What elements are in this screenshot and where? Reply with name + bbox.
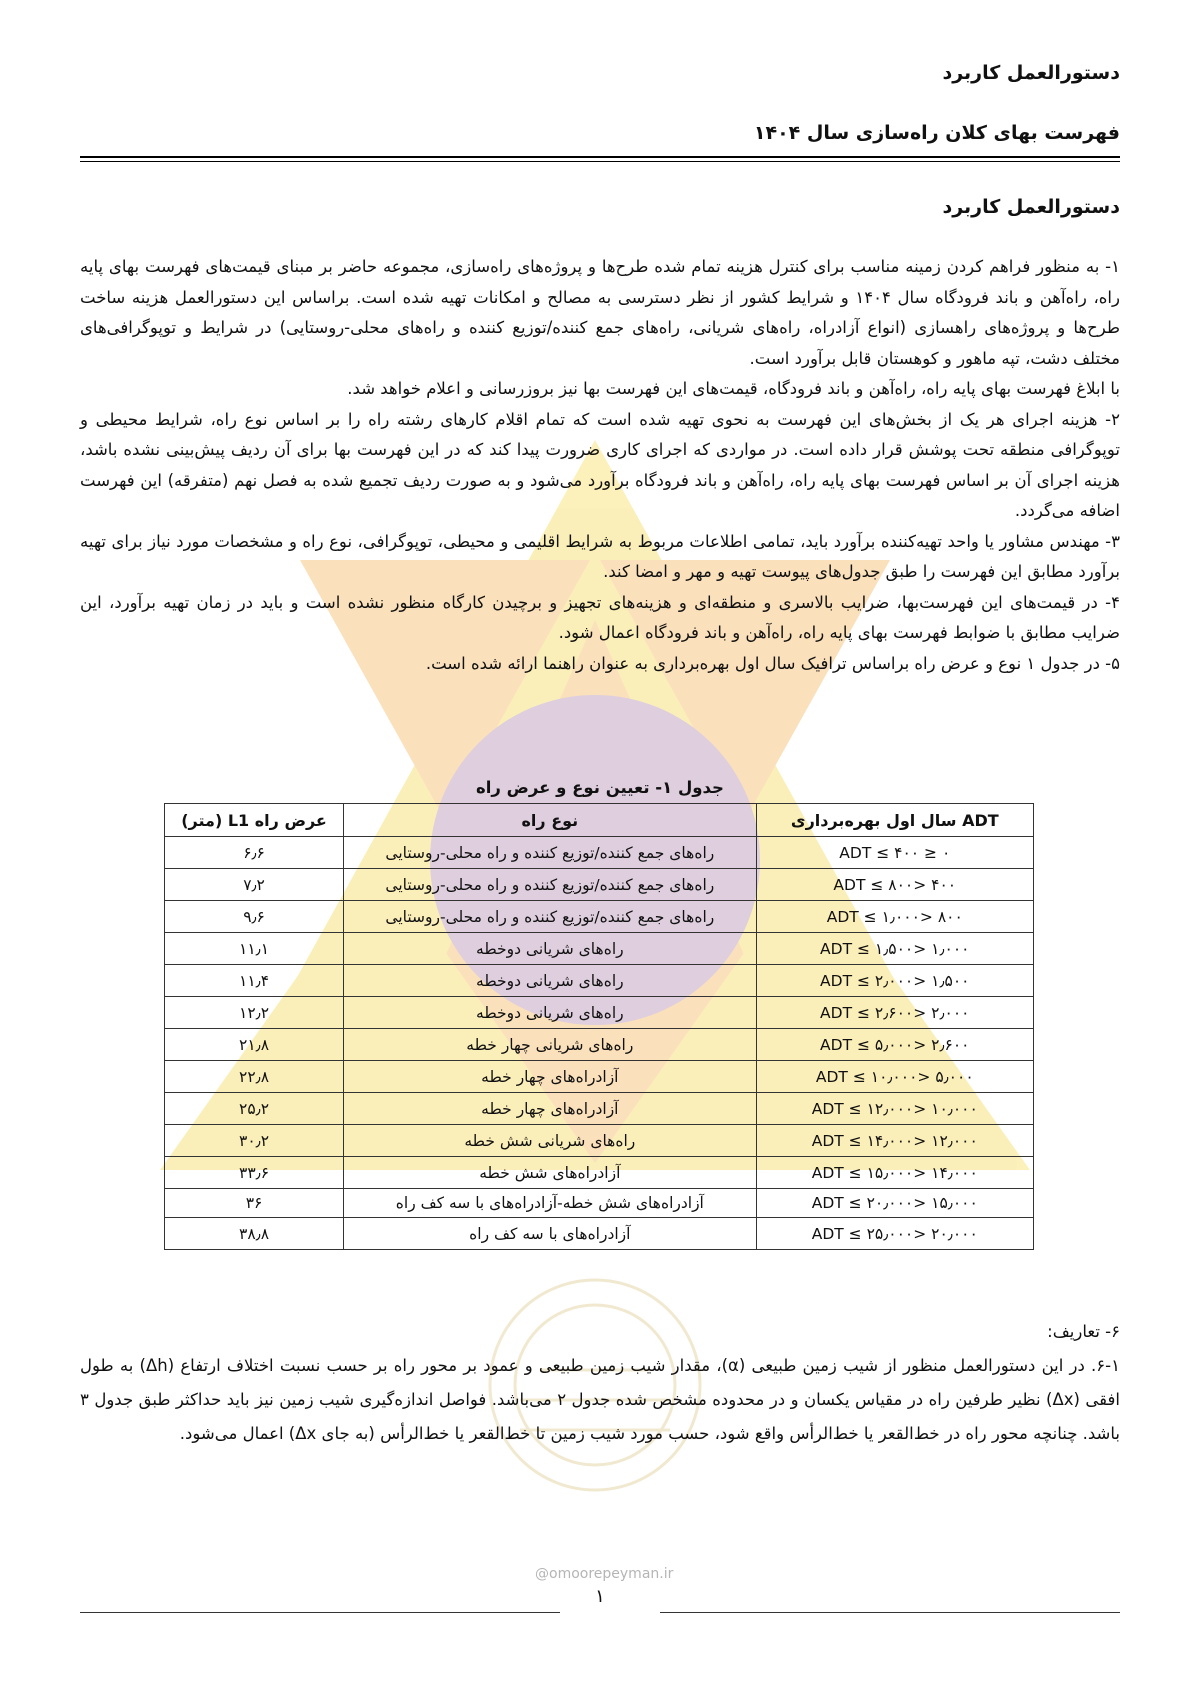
cell-road-type: راه‌های شریانی دوخطه [344, 965, 756, 997]
footer-line-left [80, 1612, 560, 1613]
table-row [165, 1061, 1034, 1093]
table-row [165, 1218, 1034, 1250]
table-row [165, 997, 1034, 1029]
paragraph-1b: با ابلاغ فهرست بهای پایه راه، راه‌آهن و باند فرودگاه، قیمت‌های این فهرست بها نیز بروزرسانی و اعلام خواهد شد. [347, 379, 1120, 398]
cell-road-type: آزادراه‌های با سه کف راه [344, 1218, 756, 1250]
cell-width: ۱۱٫۴ [165, 965, 344, 997]
footer-line-right [660, 1612, 1120, 1613]
cell-width: ۳۸٫۸ [165, 1218, 344, 1250]
header-adt: ADT سال اول بهره‌برداری [756, 804, 1033, 837]
header-width: عرض راه L1 (متر) [165, 804, 344, 837]
cell-adt: ۲٫۰۰۰ <ADT ≤ ۲٫۶۰۰ [756, 997, 1033, 1029]
cell-adt: ۲۰٫۰۰۰ <ADT ≤ ۲۵٫۰۰۰ [756, 1218, 1033, 1250]
paragraph-2: ۲- هزینه اجرای هر یک از بخش‌های این فهرست به نحوی تهیه شده است که تمام اقلام کارهای رشته راه را بر اساس نوع راه، شرایط محیطی و توپوگرافی منطقه تحت پوشش قرار داده است. در مواردی که اجرای کاری ضرورت پیدا کند که در این فهرست بها برای آن ردیف پیش‌بینی نشده باشد، هزینه اجرای آن بر اساس فهرست بهای پایه راه، راه‌آهن و باند فرودگاه برآورد می‌شود و به صورت ردیف تجمیع شده به فصل نهم (متفرقه) این فهرست اضافه می‌گردد. [80, 409, 1120, 520]
cell-road-type: آزادراه‌های چهار خطه [344, 1093, 756, 1125]
table-row [165, 965, 1034, 997]
cell-road-type: راه‌های شریانی دوخطه [344, 997, 756, 1029]
cell-road-type: راه‌های جمع کننده/توزیع کننده و راه محلی-روستایی [344, 837, 756, 869]
header-title: دستورالعمل کاربرد [942, 62, 1120, 84]
page-number: ۱ [595, 1586, 605, 1607]
cell-adt: ۵٫۰۰۰ <ADT ≤ ۱۰٫۰۰۰ [756, 1061, 1033, 1093]
cell-road-type: آزادراه‌های شش خطه [344, 1157, 756, 1189]
watermark-url: @omoorepeyman.ir [535, 1566, 674, 1582]
header-divider [80, 156, 1120, 162]
table-row [165, 933, 1034, 965]
table-row [165, 837, 1034, 869]
cell-width: ۱۱٫۱ [165, 933, 344, 965]
table-row [165, 869, 1034, 901]
cell-width: ۱۲٫۲ [165, 997, 344, 1029]
cell-road-type: راه‌های شریانی چهار خطه [344, 1029, 756, 1061]
cell-road-type: راه‌های جمع کننده/توزیع کننده و راه محلی-روستایی [344, 869, 756, 901]
table-row [165, 1157, 1034, 1189]
cell-road-type: آزادراه‌های شش خطه-آزادراه‌های با سه کف راه [344, 1189, 756, 1218]
table-row [165, 901, 1034, 933]
definitions-section [80, 1315, 1120, 1451]
paragraph-4: ۴- در قیمت‌های این فهرست‌بها، ضرایب بالاسری و منطقه‌ای و هزینه‌های تجهیز و برچیدن کارگاه منظور نشده است و باید در زمان تهیه برآورد، این ضرایب مطابق با ضوابط فهرست بهای پایه راه، راه‌آهن و باند فرودگاه اعمال شود. [80, 592, 1120, 642]
cell-adt: ۴۰۰ <ADT ≤ ۸۰۰ [756, 869, 1033, 901]
header-road-type: نوع راه [344, 804, 756, 837]
instructions-body [80, 252, 1120, 679]
paragraph-1: ۱- به منظور فراهم کردن زمینه مناسب برای کنترل هزینه تمام شده طرح‌ها و پروژه‌های راه‌سازی، مجموعه حاضر بر مبنای قیمت‌های فهرست بهای پایه راه، راه‌آهن و باند فرودگاه سال ۱۴۰۴ و شرایط کشور از نظر دسترسی به مصالح و امکانات تهیه شده است. براساس این دستورالعمل هزینه ساخت طرح‌ها و پروژه‌های راهسازی (انواع آزادراه، راه‌های شریانی، راه‌های جمع کننده/توزیع کننده و راه‌های محلی-روستایی) در شرایط و توپوگرافی‌های مختلف دشت، تپه ماهور و کوهستان قابل برآورد است. [80, 257, 1120, 368]
cell-road-type: راه‌های شریانی دوخطه [344, 933, 756, 965]
cell-adt: ۱۰٫۰۰۰ <ADT ≤ ۱۲٫۰۰۰ [756, 1093, 1033, 1125]
cell-width: ۳۶ [165, 1189, 344, 1218]
cell-adt: ۸۰۰ <ADT ≤ ۱٫۰۰۰ [756, 901, 1033, 933]
cell-width: ۲۱٫۸ [165, 1029, 344, 1061]
cell-width: ۲۵٫۲ [165, 1093, 344, 1125]
table-row [165, 1093, 1034, 1125]
table-row [165, 1125, 1034, 1157]
road-type-table [164, 803, 1034, 1250]
header-subtitle: فهرست بهای کلان راه‌سازی سال ۱۴۰۴ [753, 122, 1120, 144]
cell-width: ۷٫۲ [165, 869, 344, 901]
cell-adt: ۰ ≤ ADT ≤ ۴۰۰ [756, 837, 1033, 869]
cell-adt: ۱۵٫۰۰۰ <ADT ≤ ۲۰٫۰۰۰ [756, 1189, 1033, 1218]
cell-road-type: آزادراه‌های چهار خطه [344, 1061, 756, 1093]
cell-road-type: راه‌های شریانی شش خطه [344, 1125, 756, 1157]
cell-width: ۲۲٫۸ [165, 1061, 344, 1093]
table-caption: جدول ۱- تعیین نوع و عرض راه [476, 778, 724, 797]
table-row [165, 1189, 1034, 1218]
table-header-row [165, 804, 1034, 837]
cell-adt: ۱٫۵۰۰ <ADT ≤ ۲٫۰۰۰ [756, 965, 1033, 997]
cell-road-type: راه‌های جمع کننده/توزیع کننده و راه محلی-روستایی [344, 901, 756, 933]
cell-width: ۹٫۶ [165, 901, 344, 933]
cell-adt: ۱۴٫۰۰۰ <ADT ≤ ۱۵٫۰۰۰ [756, 1157, 1033, 1189]
definitions-title: ۶- تعاریف: [1047, 1322, 1120, 1341]
cell-width: ۳۳٫۶ [165, 1157, 344, 1189]
document-page [80, 0, 1120, 1685]
paragraph-3: ۳- مهندس مشاور یا واحد تهیه‌کننده برآورد باید، تمامی اطلاعات مربوط به شرایط اقلیمی و محیطی، توپوگرافی، نوع راه و مشخصات مورد نیاز برای تهیه برآورد مطابق این فهرست را طبق جدول‌های پیوست تهیه و مهر و امضا کند. [80, 531, 1120, 581]
definition-6-1: ۶-۱. در این دستورالعمل منظور از شیب زمین طبیعی (α)، مقدار شیب زمین طبیعی و عمود بر محور راه بر حسب نسبت اختلاف ارتفاع (Δh) به طول افقی (Δx) نظیر طرفین راه در مقیاس یکسان و در محدوده مشخص شده جدول ۲ می‌باشد. فواصل اندازه‌گیری شیب زمین نیز باید حداکثر طبق جدول ۳ باشد. چنانچه محور راه در خط‌القعر یا خط‌الرأس واقع شود، حسب مورد شیب زمین تا خط‌القعر یا خط‌الرأس (به جای Δx) اعمال می‌شود. [80, 1356, 1120, 1443]
cell-adt: ۱۲٫۰۰۰ <ADT ≤ ۱۴٫۰۰۰ [756, 1125, 1033, 1157]
cell-adt: ۱٫۰۰۰ <ADT ≤ ۱٫۵۰۰ [756, 933, 1033, 965]
paragraph-5: ۵- در جدول ۱ نوع و عرض راه براساس ترافیک سال اول بهره‌برداری به عنوان راهنما ارائه شده است. [425, 653, 1120, 673]
cell-width: ۶٫۶ [165, 837, 344, 869]
cell-width: ۳۰٫۲ [165, 1125, 344, 1157]
table-row [165, 1029, 1034, 1061]
section-title: دستورالعمل کاربرد [942, 196, 1120, 218]
cell-adt: ۲٫۶۰۰ <ADT ≤ ۵٫۰۰۰ [756, 1029, 1033, 1061]
